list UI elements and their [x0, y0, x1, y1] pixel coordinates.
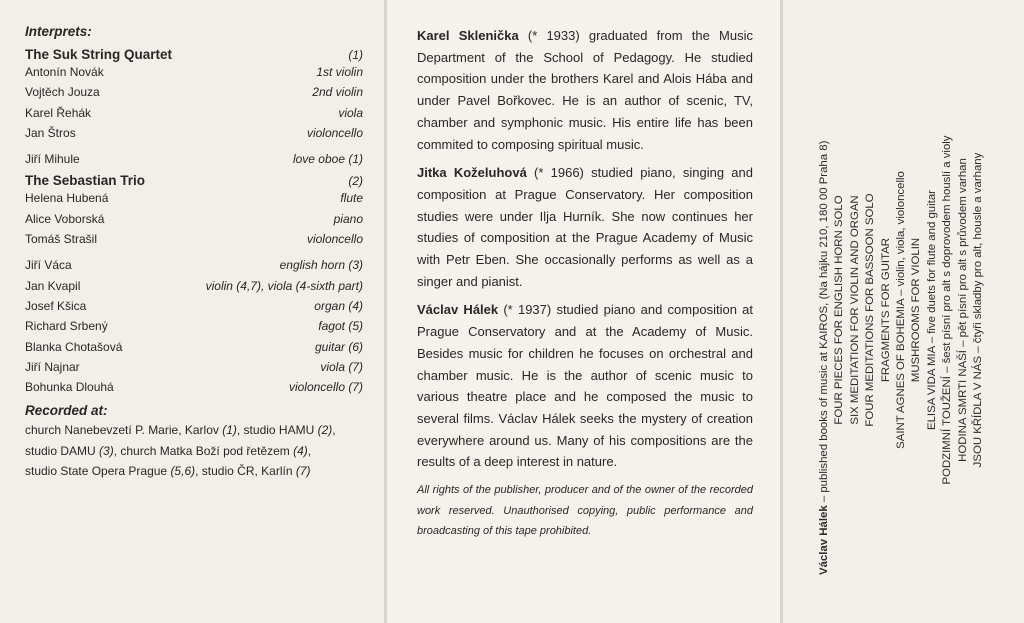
member-instrument: love oboe (1)	[292, 152, 363, 167]
member-name: Jiří Najnar	[25, 359, 80, 374]
member-instrument: fagot (5)	[318, 319, 363, 334]
work-title: MUSHROOMS FOR VIOLIN	[910, 237, 923, 383]
middle-panel	[387, 0, 780, 623]
member-name: Bohunka Dlouhá	[25, 380, 114, 395]
recorded-line: studio State Opera Prague (5,6), studio ČR, Karlín (7)	[25, 464, 311, 479]
interprets-section	[25, 24, 363, 482]
member-row	[25, 296, 363, 316]
recorded-line: studio DAMU (3), church Matka Boží pod řetězem (4),	[25, 443, 312, 458]
member-name: Jan Štros	[25, 125, 76, 140]
composer-name: Václav Hálek	[417, 302, 499, 318]
published-works-list	[817, 45, 986, 575]
member-instrument: violin (4,7), viola (4-sixth part)	[205, 278, 363, 293]
member-row	[25, 357, 363, 377]
member-instrument: organ (4)	[314, 298, 363, 313]
recorded-heading: Recorded at:	[25, 403, 108, 419]
member-name: Tomáš Strašil	[25, 232, 98, 247]
recorded-line: church Nanebevzetí P. Marie, Karlov (1), studio HAMU (2),	[25, 423, 336, 438]
member-row	[25, 276, 363, 296]
left-panel	[0, 0, 384, 623]
member-row	[25, 229, 363, 249]
work-title: FOUR PIECES FOR ENGLISH HORN SOLO	[833, 195, 846, 425]
member-name: Helena Hubená	[25, 191, 109, 206]
member-name: Josef Kšica	[25, 298, 87, 313]
member-row	[25, 103, 363, 123]
composer-name: Jitka Koželuhová	[417, 165, 527, 181]
member-row	[25, 82, 363, 102]
publisher-line: Václav Hálek – published books of music at KAIROS, (Na hájku 210, 180 00 Praha 8)	[818, 140, 830, 575]
member-instrument: 2nd violin	[312, 85, 363, 100]
member-name: Vojtěch Jouza	[25, 85, 100, 100]
bio-halek	[417, 299, 753, 473]
member-name: Richard Srbený	[25, 319, 108, 334]
member-name: Jiří Mihule	[25, 152, 80, 167]
member-instrument: violoncello	[306, 125, 363, 140]
group-name: The Sebastian Trio	[25, 173, 146, 189]
group-number: (1)	[348, 48, 363, 62]
biographies-section	[417, 25, 753, 553]
work-title: SIX MEDITATION FOR VIOLIN AND ORGAN	[848, 195, 861, 425]
author-name: Václav Hálek	[818, 505, 830, 575]
composer-name: Karel Sklenička	[417, 28, 519, 43]
member-row	[25, 377, 363, 397]
member-row	[25, 316, 363, 336]
bio-sklenicka	[417, 25, 753, 155]
interprets-heading: Interprets:	[25, 24, 92, 39]
member-row	[25, 149, 363, 169]
member-instrument: violoncello	[306, 232, 363, 247]
group-number: (2)	[348, 174, 363, 189]
work-title: ELISA VIDA MIA – five duets for flute and guitar	[925, 190, 938, 430]
member-instrument: violoncello (7)	[288, 380, 363, 395]
rights-notice: All rights of the publisher, producer and of the owner of the recorded work reserved. Unauthorised copying, public performance and broadcasting of this tape prohibited.	[417, 484, 753, 538]
member-instrument: piano	[333, 211, 363, 226]
member-row	[25, 123, 363, 143]
member-instrument: english horn (3)	[279, 258, 363, 273]
member-name: Jan Kvapil	[25, 278, 81, 293]
member-instrument: viola (7)	[320, 359, 363, 374]
sebastian-trio-header	[25, 173, 363, 188]
member-name: Alice Voborská	[25, 211, 105, 226]
member-instrument: 1st violin	[316, 65, 363, 79]
work-title: HODINA SMRTI NAŠÍ – pět písní pro alt s průvodem varhan	[956, 158, 969, 462]
member-row	[25, 62, 363, 82]
member-name: Antonín Novák	[25, 65, 104, 79]
work-title: FRAGMENTS FOR GUITAR	[879, 237, 892, 383]
bio-kozeluhova	[417, 162, 753, 292]
member-instrument: guitar (6)	[314, 339, 363, 354]
recorded-locations	[25, 420, 363, 482]
member-instrument: viola	[338, 105, 363, 120]
member-name: Blanka Chotašová	[25, 339, 123, 354]
bio-text: (* 1937) studied piano and composition at Prague Conservatory and at the Academy of Music. Besides music for children he focuses on orchestral and chamber music. He is the author of scenic music to various theatre place and he composed the music to several films. Václav Hálek seeks the mystery of creation everywhere around us. Many of his compositions are the results of a deep interest in nature.	[417, 302, 753, 470]
member-instrument: flute	[340, 191, 363, 206]
member-row	[25, 337, 363, 357]
work-title: FOUR MEDITATIONS FOR BASSOON SOLO	[864, 193, 877, 427]
member-row	[25, 188, 363, 208]
member-name: Jiří Váca	[25, 258, 72, 273]
bio-text: (* 1933) graduated from the Music Department of the School of Pedagogy. He studied composition under the brothers Karel and Alois Hába and under Pavel Bořkovec. He is an author of scenic, TV, chamber and symphonic music. His entire life has been commited to composing spiritual music.	[417, 28, 753, 152]
member-row	[25, 209, 363, 229]
work-title: JSOU KŘÍDLA V NÁS – čtyři skladby pro alt, housle a varhany	[972, 152, 985, 468]
bio-text: (* 1966) studied piano, singing and composition at Prague Conservatory. Her composition studies were under Ilja Hurník. She now continues her studies of composition at the Prague Academy of Music with Petr Eben. She occasionally performs as well as a singer and pianist.	[417, 165, 753, 289]
work-title: PODZIMNÍ TOUŽENÍ – šest písní pro alt s doprovodem houslí a violy	[941, 135, 954, 485]
suk-quartet-header	[25, 47, 363, 62]
member-row	[25, 255, 363, 275]
group-name: The Suk String Quartet	[25, 47, 173, 62]
member-name: Karel Řehák	[25, 105, 92, 120]
work-title: SAINT AGNES OF BOHEMIA – violin, viola, violoncello	[895, 171, 908, 449]
